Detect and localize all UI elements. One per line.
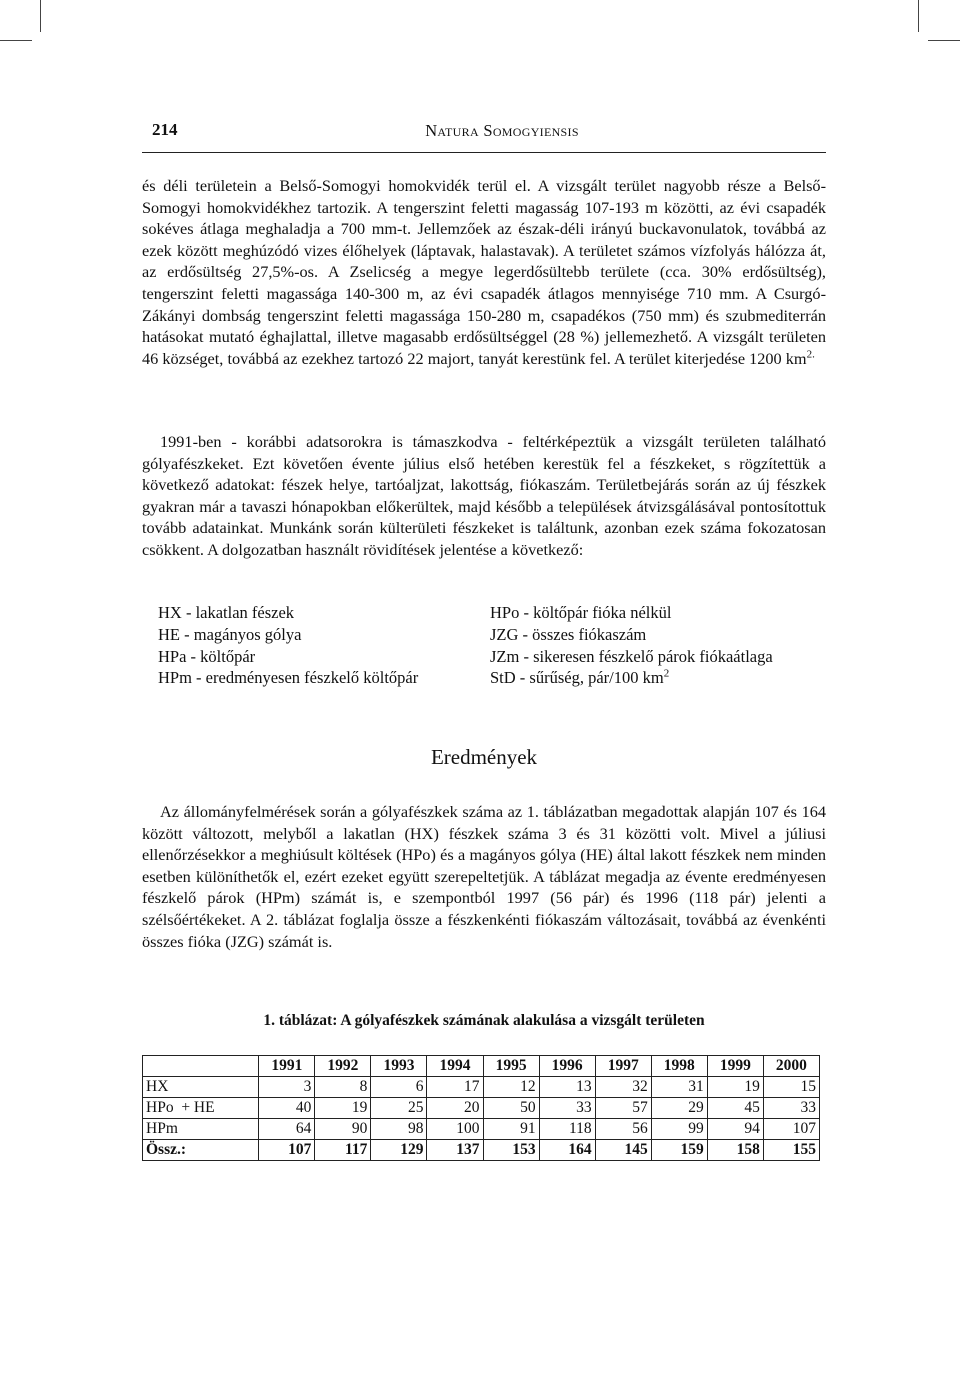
value-cell: 29 [651, 1098, 707, 1119]
journal-title: Natura Somogyiensis [425, 121, 579, 140]
value-cell: 31 [651, 1077, 707, 1098]
table-caption: 1. táblázat: A gólyafészkek számának alakulása a vizsgált területen [263, 1012, 705, 1029]
value-cell: 90 [315, 1119, 371, 1140]
year-cell: 1992 [315, 1056, 371, 1077]
crop-mark-top-right-horizontal [928, 40, 960, 41]
total-cell: 145 [595, 1140, 651, 1161]
data-table [142, 1055, 820, 1161]
abbreviation-item [490, 667, 669, 689]
table-row [143, 1077, 820, 1098]
value-cell: 107 [763, 1119, 819, 1140]
year-cell: 1993 [371, 1056, 427, 1077]
table-total-row [143, 1140, 820, 1161]
page-header [142, 118, 826, 153]
value-cell: 94 [707, 1119, 763, 1140]
year-cell: 1997 [595, 1056, 651, 1077]
value-cell: 33 [539, 1098, 595, 1119]
abbreviation-item: JZG - összes fiókaszám [490, 624, 647, 644]
results-paragraph: Az állományfelmérések során a gólyafészkek száma az 1. táblázatban megadottak alapján 107 és 164 között változott, melyből a lakatlan (HX) fészkek száma 3 és 31 közötti volt. Mivel a júliusi ellenőrzésekkor a meghiúsult költések (HPo) és a magányos gólya (HE) által lakott fészkek nem minden esetben különíthetők el, ezért ezeket együtt szerepeltetjük. A táblázat megadja az évente eredményesen fészkelő párok (HPm) számát is, e szempontból 1997 (56 pár) és 1996 (118 pár) jelenti a szélsőértékeket. A 2. táblázat foglalja össze a fészkenkénti fiókaszám változásait, továbbá az évenkénti összes fióka (JZG) számát is. [142, 802, 826, 951]
total-cell: 153 [483, 1140, 539, 1161]
value-cell: 40 [259, 1098, 315, 1119]
total-cell: 129 [371, 1140, 427, 1161]
value-cell: 91 [483, 1119, 539, 1140]
abbreviation-row [158, 624, 838, 646]
value-cell: 12 [483, 1077, 539, 1098]
year-cell: 1994 [427, 1056, 483, 1077]
abbreviation-item: JZm - sikeresen fészkelő párok fiókaátlaga [490, 646, 773, 666]
value-cell: 45 [707, 1098, 763, 1119]
abbreviation-item: HE - magányos gólya [158, 624, 302, 644]
crop-mark-top-left-horizontal [0, 40, 32, 41]
total-cell: 155 [763, 1140, 819, 1161]
abbreviation-list [158, 602, 838, 689]
abbreviation-item: HX - lakatlan fészek [158, 603, 295, 622]
value-cell: 19 [707, 1077, 763, 1098]
abbreviation-row [158, 646, 838, 668]
year-cell: 1991 [259, 1056, 315, 1077]
section-title: Eredmények [430, 745, 538, 769]
value-cell: 25 [371, 1098, 427, 1119]
value-cell: 57 [595, 1098, 651, 1119]
value-cell: 98 [371, 1119, 427, 1140]
abbreviation-item: HPo - költőpár fióka nélkül [490, 603, 672, 622]
crop-mark-top-right-vertical [918, 0, 919, 32]
value-cell: 56 [595, 1119, 651, 1140]
row-label: HX [143, 1077, 259, 1098]
value-cell: 3 [259, 1077, 315, 1098]
total-cell: 159 [651, 1140, 707, 1161]
value-cell: 6 [371, 1077, 427, 1098]
value-cell: 17 [427, 1077, 483, 1098]
value-cell: 19 [315, 1098, 371, 1119]
value-cell: 33 [763, 1098, 819, 1119]
value-cell: 32 [595, 1077, 651, 1098]
total-cell: 164 [539, 1140, 595, 1161]
value-cell: 15 [763, 1077, 819, 1098]
paragraph-1-text: és déli területein a Belső-Somogyi homokvidék terül el. A vizsgált terület nagyobb része a Belső-Somogyi homokvidékhez tartozik. A tengerszint feletti magasság 107-193 m közötti, az évi csapadék sokéves átlaga meghaladja a 700 mm-t. Jellemzőek az észak-déli irányú buckavonulatok, továbbá az ezek között meghúzódó vizes élőhelyek (láptavak, halastavak). A területet számos vízfolyás hálózza át, az erdősültség 27,5%-os. A Zselicség a megye legerdősültebb területe (cca. 30% erdősültség), tengerszint feletti magassága 140-300 m, az évi csapadék átlagos mennyisége 710 mm. A Csurgó-Zákányi dombság tengerszint feletti magassága 150-280 m, csapadékos (750 mm) és szubmediterrán hatásokat mutató éghajlattal, illetve magasabb erdősültséggel (28 %) jellemezhető. A vizsgált területen 46 községet, továbbá az ezekhez tartozó 22 majort, tanyát kerestünk fel. A terület kiterjedése 1200 km [142, 176, 826, 368]
year-cell: 1999 [707, 1056, 763, 1077]
total-cell: 117 [315, 1140, 371, 1161]
table-row [143, 1119, 820, 1140]
abbreviation-row [158, 667, 838, 689]
value-cell: 50 [483, 1098, 539, 1119]
area-superscript: 2. [806, 348, 815, 361]
row-label: Össz.: [143, 1140, 259, 1161]
year-cell: 1998 [651, 1056, 707, 1077]
value-cell: 64 [259, 1119, 315, 1140]
year-cell: 1995 [483, 1056, 539, 1077]
total-cell: 107 [259, 1140, 315, 1161]
abbreviation-superscript: 2 [663, 667, 670, 680]
value-cell: 8 [315, 1077, 371, 1098]
value-cell: 99 [651, 1119, 707, 1140]
page-number: 214 [152, 120, 178, 139]
paragraph-1 [142, 175, 826, 369]
paragraph-2: 1991-ben - korábbi adatsorokra is támaszkodva - feltérképeztük a vizsgált területen található gólyafészkeket. Ezt követően évente július első hetében kerestük fel a fészkeket, s rögzítettük a következő adatokat: fészek helye, tartóaljzat, lakottság, fiókaszám. Területbejárás során az új fészkek gyakran már a tavaszi hónapokban előkerültek, majd később a települések átvizsgálásával pontosítottuk tovább adatainkat. Munkánk során külterületi fészkeket is találtunk, azonban ezek száma fokozatosan csökkent. A dolgozatban használt rövidítések jelentése a következő: [142, 432, 826, 559]
total-cell: 137 [427, 1140, 483, 1161]
table-row [143, 1098, 820, 1119]
abbreviation-text: StD - sűrűség, pár/100 km [490, 668, 664, 688]
year-cell: 1996 [539, 1056, 595, 1077]
total-cell: 158 [707, 1140, 763, 1161]
row-label: HPo + HE [143, 1098, 259, 1119]
value-cell: 118 [539, 1119, 595, 1140]
value-cell: 13 [539, 1077, 595, 1098]
crop-mark-top-left-vertical [40, 0, 41, 32]
table-header-row [143, 1056, 820, 1077]
abbreviation-row [158, 602, 838, 624]
value-cell: 100 [427, 1119, 483, 1140]
abbreviation-item: HPa - költőpár [158, 646, 256, 666]
table-corner-cell [143, 1056, 259, 1077]
row-label: HPm [143, 1119, 259, 1140]
value-cell: 20 [427, 1098, 483, 1119]
year-cell: 2000 [763, 1056, 819, 1077]
abbreviation-item: HPm - eredményesen fészkelő költőpár [158, 668, 419, 688]
